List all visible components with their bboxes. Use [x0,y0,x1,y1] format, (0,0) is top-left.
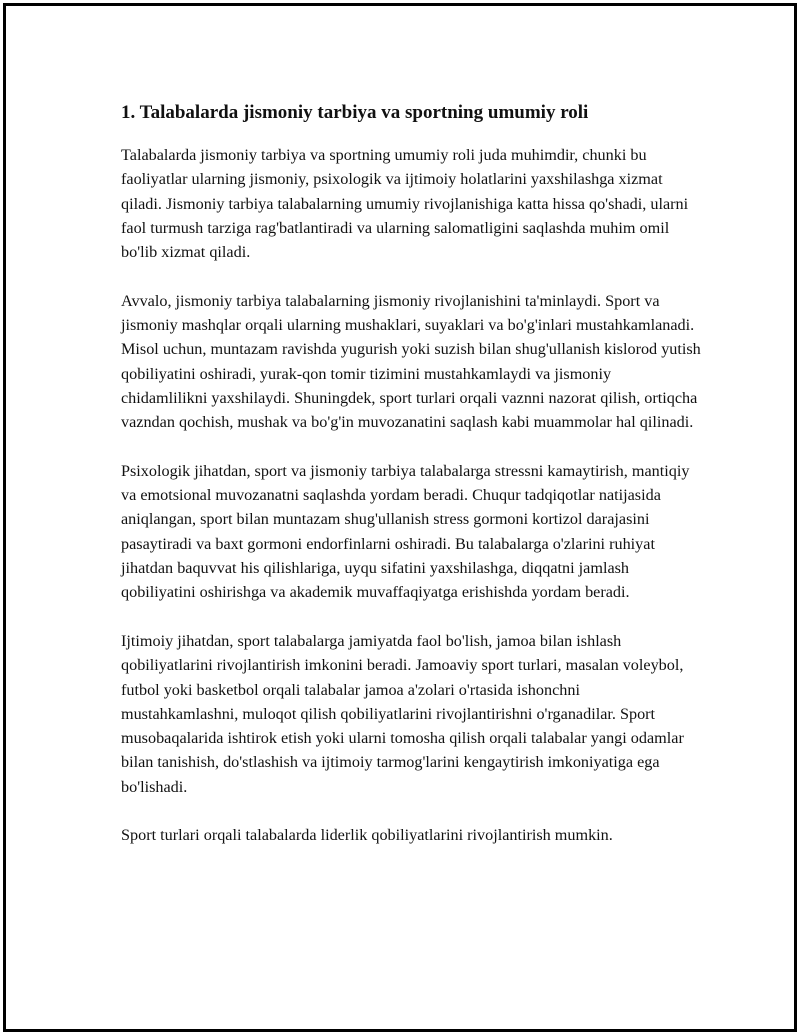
paragraph-social: Ijtimoiy jihatdan, sport talabalarga jamiyatda faol bo'lish, jamoa bilan ishlash qobiliyatlarini rivojlantirish imkonini beradi. Jamoaviy sport turlari, masalan voleybol, futbol yoki basketbol orqali talabalar jamoa a'zolari o'rtasida ishonchni mustahkamlashni, muloqot qilish qobiliyatlarini rivojlantirishni o'rganadilar. Sport musobaqalarida ishtirok etish yoki ularni tomosha qilish orqali talabalar yangi odamlar bilan tanishish, do'stlashish va ijtimoiy tarmog'larini kengaytirish imkoniyatiga ega bo'lishadi. [121,631,684,796]
paragraph-physical: Avvalo, jismoniy tarbiya talabalarning jismoniy rivojlanishini ta'minlaydi. Sport va jismoniy mashqlar orqali ularning mushaklari, suyaklari va bo'g'inlari mustahkamlanadi. Misol uchun, muntazam ravishda yugurish yoki suzish bilan shug'ullanish kislorod yutish qobiliyatini oshiradi, yurak-qon tomir tizimini mustahkamlaydi va jismoniy chidamlilikni yaxshilaydi. Shuningdek, sport turlari orqali vaznni nazorat qilish, ortiqcha vazndan qochish, mushak va bo'g'in muvozanatini saqlash kabi muammolar hal qilinadi. [121,291,701,432]
page-frame [3,3,797,1032]
paragraph-intro: Talabalarda jismoniy tarbiya va sportning umumiy roli juda muhimdir, chunki bu faoliyatlar ularning jismoniy, psixologik va ijtimoiy holatlarini yaxshilashga xizmat qiladi. Jismoniy tarbiya talabalarning umumiy rivojlanishiga katta hissa qo'shadi, ularni faol turmush tarziga rag'batlantiradi va ularning salomatligini saqlashda muhim omil bo'lib xizmat qiladi. [121,146,689,262]
paragraph-leadership: Sport turlari orqali talabalarda liderlik qobiliyatlarini rivojlantirish mumkin. [121,826,613,845]
document-body [121,99,701,872]
section-title: 1. Talabalarda jismoniy tarbiya va sportning umumiy roli [121,102,589,123]
paragraph-psychological: Psixologik jihatdan, sport va jismoniy tarbiya talabalarga stressni kamaytirish, mantiqiy va emotsional muvozanatni saqlashda yordam beradi. Chuqur tadqiqotlar natijasida aniqlangan, sport bilan muntazam shug'ullanish stress gormoni kortizol darajasini pasaytiradi va baxt gormoni endorfinlarni oshiradi. Bu talabalarga o'zlarini ruhiyat jihatdan baquvvat his qilishlariga, uyqu sifatini yaxshilashga, diqqatni jamlash qobiliyatini oshirishga va akademik muvaffaqiyatga erishishda yordam beradi. [121,461,690,602]
